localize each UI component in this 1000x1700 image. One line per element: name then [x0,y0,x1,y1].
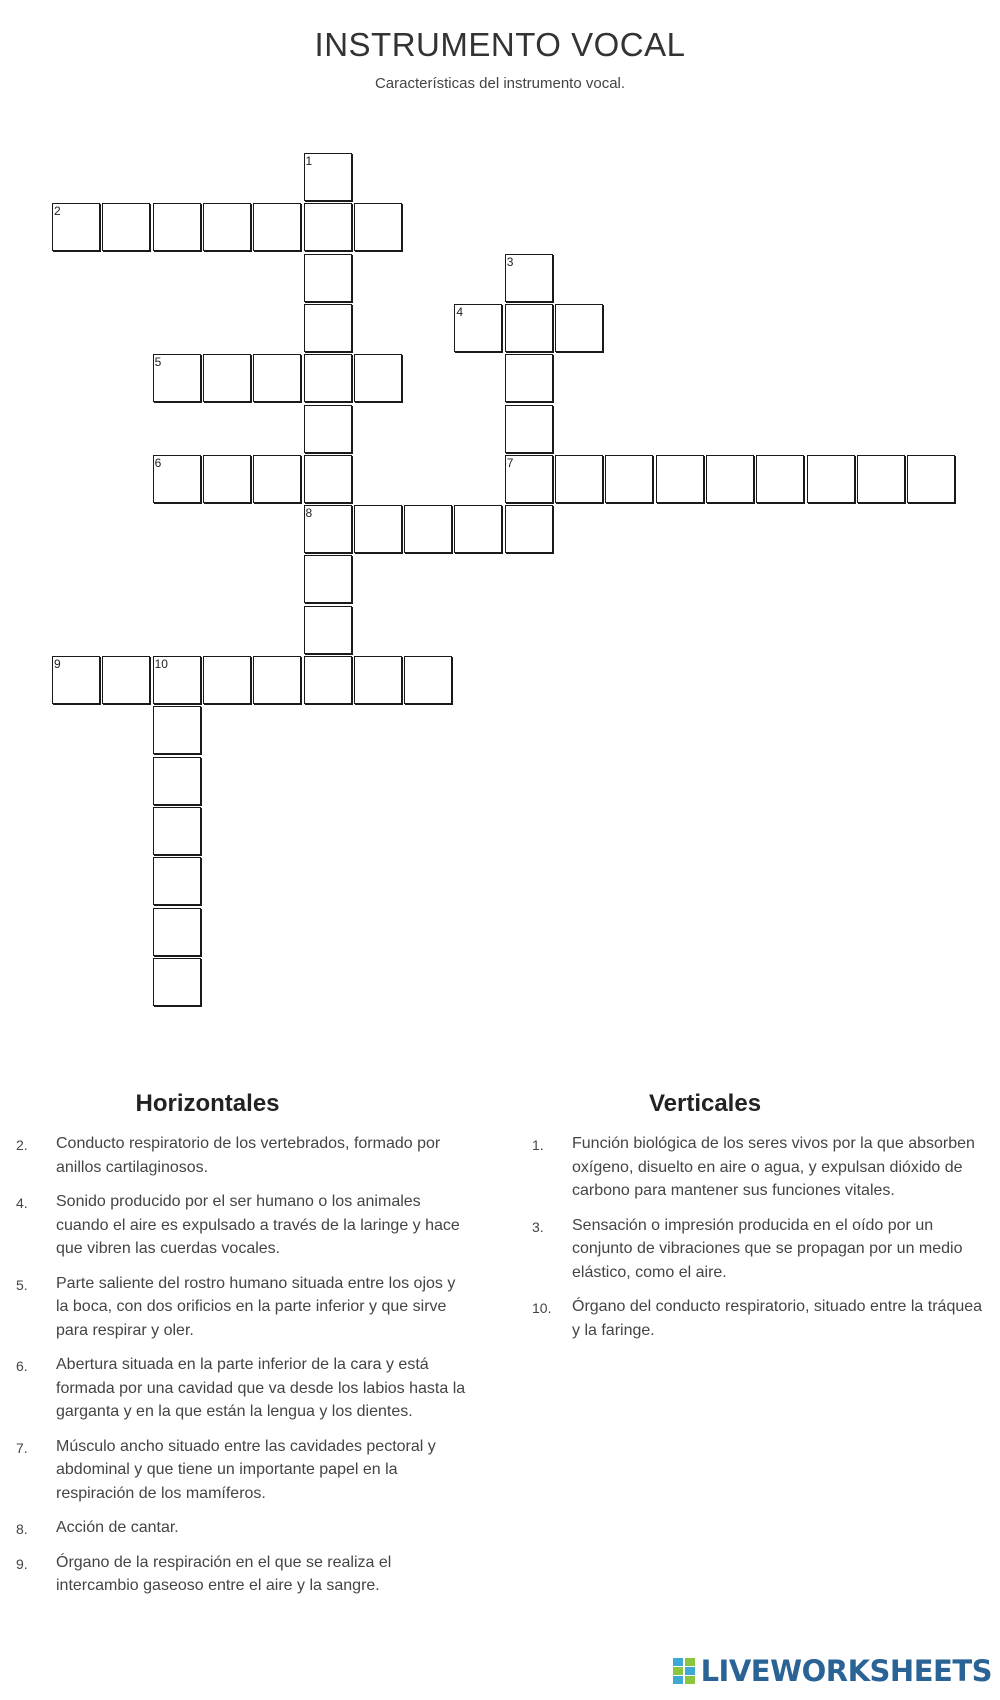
crossword-cell[interactable] [304,203,352,251]
clue-item-text: Abertura situada en la parte inferior de la cara y está formada por una cavidad que va desde los labios hasta la garganta y en la que están la lengua y los dientes. [56,1356,466,1420]
clue-item [532,1295,987,1342]
crossword-cell[interactable] [354,505,402,553]
crossword-cell[interactable] [454,304,502,352]
crossword-cell[interactable] [153,203,201,251]
clue-item-text: Función biológica de los seres vivos por la que absorben oxígeno, disuelto en aire o agua, y expulsan dióxido de carbono para mantener sus funciones vitales. [572,1135,975,1199]
crossword-cell[interactable] [304,354,352,402]
clue-item [16,1190,466,1261]
crossword-cell[interactable] [505,254,553,302]
clue-item-number: 7. [16,1439,28,1456]
crossword-cell[interactable] [203,455,251,503]
clue-item-number: 3. [532,1218,544,1235]
crossword-cell[interactable] [52,656,100,704]
clue-number: 5 [154,355,162,370]
crossword-cell[interactable] [304,455,352,503]
crossword-cell[interactable] [505,354,553,402]
crossword-cell[interactable] [304,153,352,201]
crossword-cell[interactable] [555,304,603,352]
crossword-cell[interactable] [253,656,301,704]
crossword-cell[interactable] [505,405,553,453]
clue-number: 3 [506,254,514,269]
crossword-cell[interactable] [153,908,201,956]
crossword-cell[interactable] [706,455,754,503]
liveworksheets-logo [673,1654,992,1688]
crossword-cell[interactable] [153,455,201,503]
crossword-cell[interactable] [253,354,301,402]
crossword-cell[interactable] [102,656,150,704]
clue-item-text: Músculo ancho situado entre las cavidades pectoral y abdominal y que tiene un importante papel en la respiración de los mamíferos. [56,1437,436,1502]
clue-item [532,1214,987,1285]
clue-number: 2 [54,204,61,219]
page-subtitle: Características del instrumento vocal. [374,75,626,92]
clue-item-number: 9. [16,1555,28,1572]
crossword-cell[interactable] [304,304,352,352]
crossword-cell[interactable] [253,203,301,251]
crossword-cell[interactable] [304,405,352,453]
horizontal-clues-list [16,1132,466,1609]
crossword-cell[interactable] [907,455,955,503]
clue-item-number: 1. [532,1137,544,1153]
crossword-cell[interactable] [354,656,402,704]
crossword-cell[interactable] [153,807,201,855]
clue-item-number: 4. [16,1195,28,1211]
crossword-cell[interactable] [354,354,402,402]
clue-item-number: 5. [16,1276,28,1293]
crossword-cell[interactable] [304,555,352,603]
clue-item [16,1516,466,1540]
crossword-cell[interactable] [153,958,201,1006]
crossword-cell[interactable] [404,505,452,553]
crossword-cell[interactable] [153,354,201,402]
crossword-cell[interactable] [304,505,352,553]
clue-item [16,1551,466,1598]
crossword-cell[interactable] [304,656,352,704]
clue-item-text: Sensación o impresión producida en el oído por un conjunto de vibraciones que se propagan por un medio elástico, como el aire. [572,1216,963,1281]
clue-item-number: 8. [16,1521,28,1537]
clue-number: 7 [506,455,514,470]
crossword-cell[interactable] [102,203,150,251]
page-title: INSTRUMENTO VOCAL [314,26,686,63]
crossword-cell[interactable] [354,203,402,251]
clue-item-text: Órgano de la respiración en el que se realiza el intercambio gaseoso entre el aire y la sangre. [56,1553,392,1594]
crossword-cell[interactable] [555,455,603,503]
vertical-clues-list [532,1132,987,1353]
crossword-cell[interactable] [605,455,653,503]
crossword-cell[interactable] [203,354,251,402]
crossword-cell[interactable] [203,203,251,251]
clue-item-text: Acción de cantar. [56,1519,179,1536]
clue-number: 6 [154,455,162,470]
clue-item-text: Órgano del conducto respiratorio, situado entre la tráquea y la faringe. [572,1298,983,1339]
crossword-cell[interactable] [404,656,452,704]
crossword-cell[interactable] [304,254,352,302]
clue-item-number: 2. [16,1137,28,1153]
crossword-cell[interactable] [153,706,201,754]
crossword-cell[interactable] [756,455,804,503]
crossword-cell[interactable] [153,656,201,704]
crossword-cell[interactable] [52,203,100,251]
crossword-cell[interactable] [304,606,352,654]
crossword-cell[interactable] [807,455,855,503]
crossword-cell[interactable] [153,757,201,805]
horizontal-clues-title: Horizontales [135,1090,280,1117]
clue-number: 8 [305,506,313,521]
crossword-cell[interactable] [505,304,553,352]
crossword-cell[interactable] [203,656,251,704]
clue-item-text: Sonido producido por el ser humano o los animales cuando el aire es expulsado a través de la laringe y hace que vibren las cuerdas vocales. [56,1193,460,1257]
crossword-cell[interactable] [505,505,553,553]
clue-number: 10 [154,657,168,671]
clue-number: 9 [54,657,61,671]
clue-item-number: 10. [532,1300,552,1316]
clue-number: 1 [305,154,313,168]
brand-name: LIVEWORKSHEETS [700,1654,992,1688]
crossword-cell[interactable] [857,455,905,503]
crossword-cell[interactable] [656,455,704,503]
clue-item [532,1132,987,1203]
clue-item [16,1435,466,1506]
clue-item-text: Conducto respiratorio de los vertebrados, formado por anillos cartilaginosos. [56,1135,441,1176]
clue-item-number: 6. [16,1358,28,1374]
clue-number: 4 [456,304,464,319]
crossword-cell[interactable] [505,455,553,503]
liveworksheets-logo-icon [673,1656,697,1686]
crossword-cell[interactable] [153,857,201,905]
clue-item [16,1353,466,1424]
vertical-clues-title: Verticales [648,1090,762,1117]
clue-item-text: Parte saliente del rostro humano situada entre los ojos y la boca, con dos orificios en la parte inferior y que sirve para respirar y oler. [56,1274,456,1339]
clue-item [16,1272,466,1343]
crossword-cell[interactable] [253,455,301,503]
clue-item [16,1132,466,1179]
crossword-cell[interactable] [454,505,502,553]
